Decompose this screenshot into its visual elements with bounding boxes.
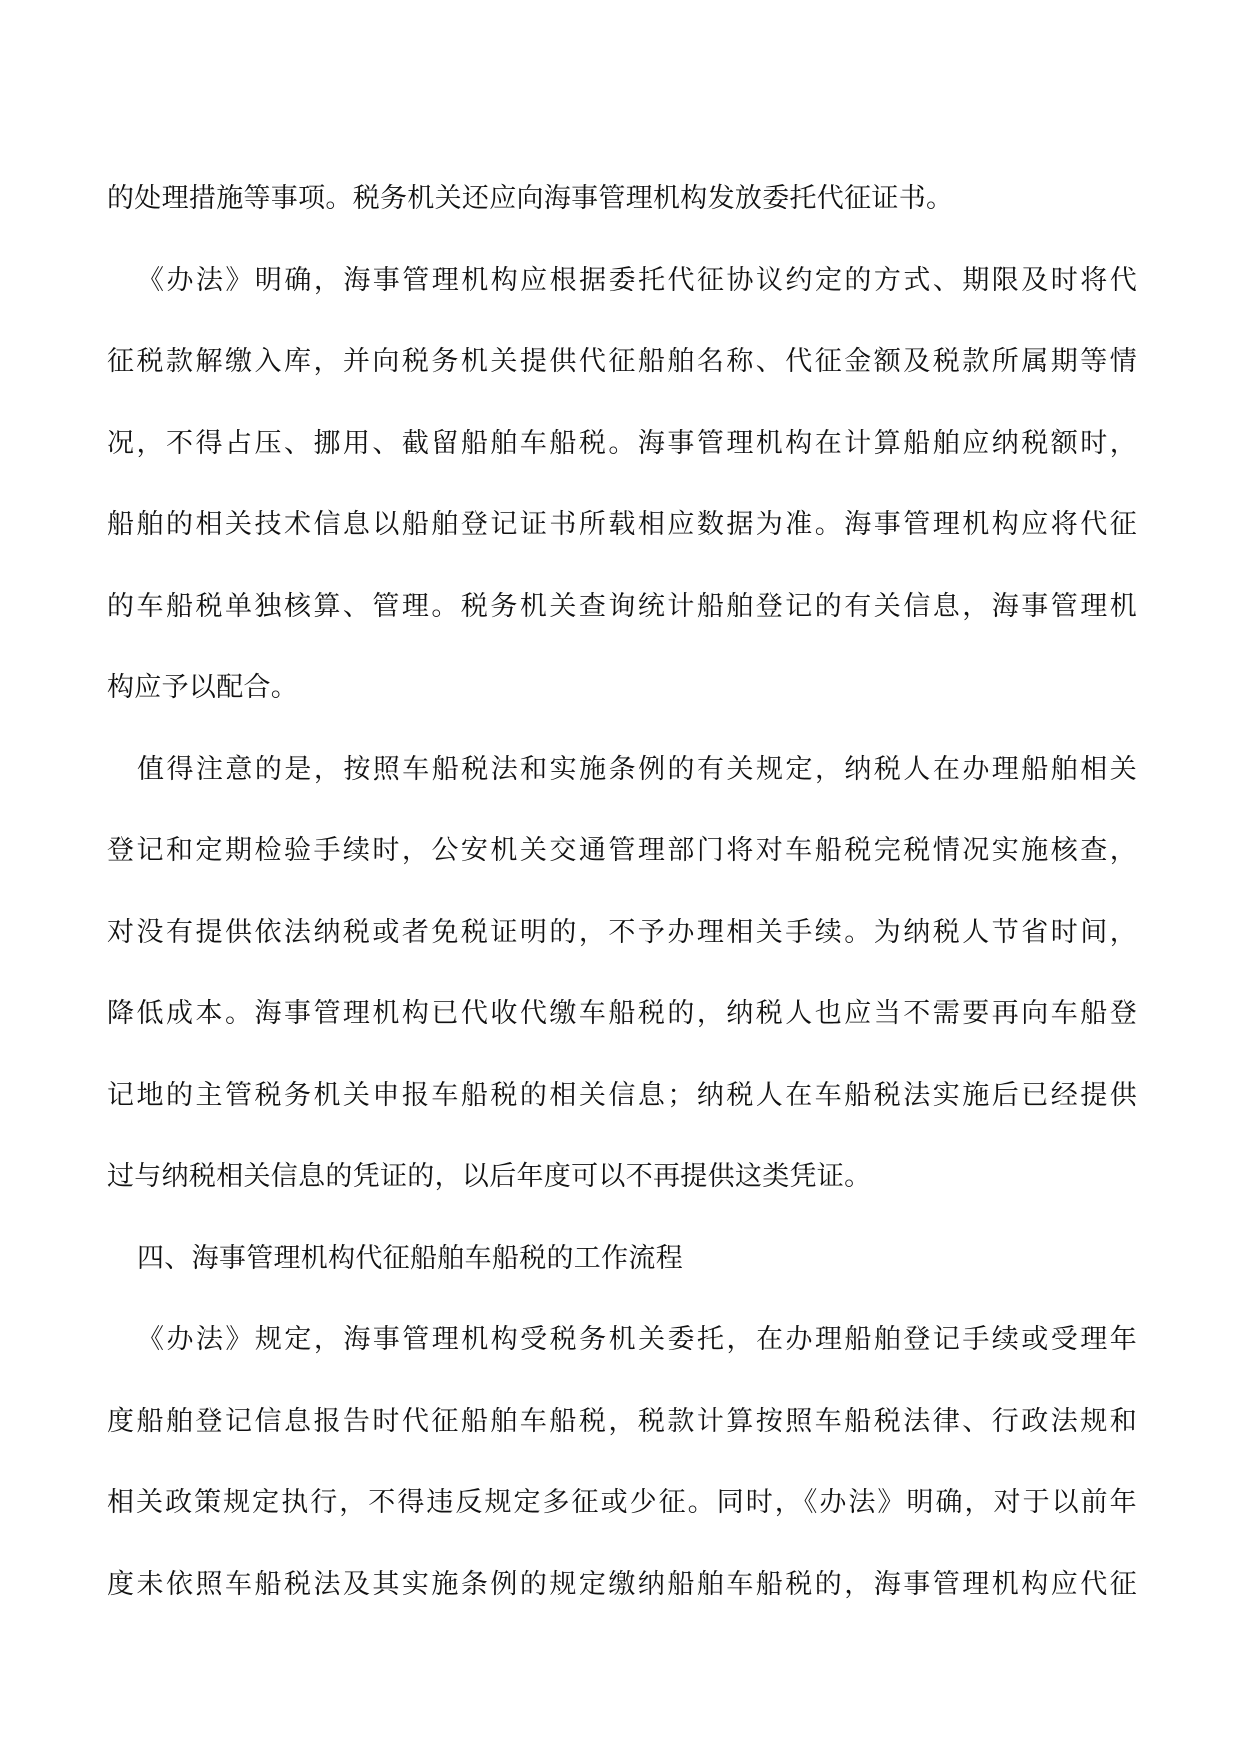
text-line: 过与纳税相关信息的凭证的，以后年度可以不再提供这类凭证。 bbox=[107, 1161, 872, 1192]
text-line: 相关政策规定执行，不得违反规定多征或少征。同时，《办法》明确，对于以前年 bbox=[107, 1487, 1137, 1518]
text-line: 对没有提供依法纳税或者免税证明的，不予办理相关手续。为纳税人节省时间， bbox=[107, 916, 1137, 948]
section-heading: 四、海事管理机构代征船舶车船税的工作流程 bbox=[137, 1242, 683, 1274]
text-line: 征税款解缴入库，并向税务机关提供代征船舶名称、代征金额及税款所属期等情 bbox=[107, 346, 1137, 377]
text-line: 记地的主管税务机关申报车船税的相关信息；纳税人在车船税法实施后已经提供 bbox=[107, 1079, 1137, 1111]
text-line: 的车船税单独核算、管理。税务机关查询统计船舶登记的有关信息，海事管理机 bbox=[107, 590, 1137, 622]
text-line: 构应予以配合。 bbox=[107, 672, 299, 703]
body-text bbox=[107, 158, 1137, 1625]
text-line: 度船舶登记信息报告时代征船舶车船税，税款计算按照车船税法律、行政法规和 bbox=[107, 1405, 1137, 1437]
text-line: 的处理措施等事项。税务机关还应向海事管理机构发放委托代征证书。 bbox=[107, 183, 954, 214]
text-line: 度未依照车船税法及其实施条例的规定缴纳船舶车船税的，海事管理机构应代征 bbox=[107, 1568, 1137, 1600]
paragraph-first-line: 《办法》明确，海事管理机构应根据委托代征协议约定的方式、期限及时将代 bbox=[137, 264, 1137, 296]
paragraph-first-line: 《办法》规定，海事管理机构受税务机关委托，在办理船舶登记手续或受理年 bbox=[137, 1324, 1137, 1355]
paragraph-first-line: 值得注意的是，按照车船税法和实施条例的有关规定，纳税人在办理船舶相关 bbox=[137, 753, 1137, 785]
text-line: 降低成本。海事管理机构已代收代缴车船税的，纳税人也应当不需要再向车船登 bbox=[107, 998, 1137, 1029]
text-line: 船舶的相关技术信息以船舶登记证书所载相应数据为准。海事管理机构应将代征 bbox=[107, 509, 1137, 540]
text-line: 登记和定期检验手续时，公安机关交通管理部门将对车船税完税情况实施核查， bbox=[107, 835, 1137, 866]
text-line: 况，不得占压、挪用、截留船舶车船税。海事管理机构在计算船舶应纳税额时， bbox=[107, 427, 1137, 459]
